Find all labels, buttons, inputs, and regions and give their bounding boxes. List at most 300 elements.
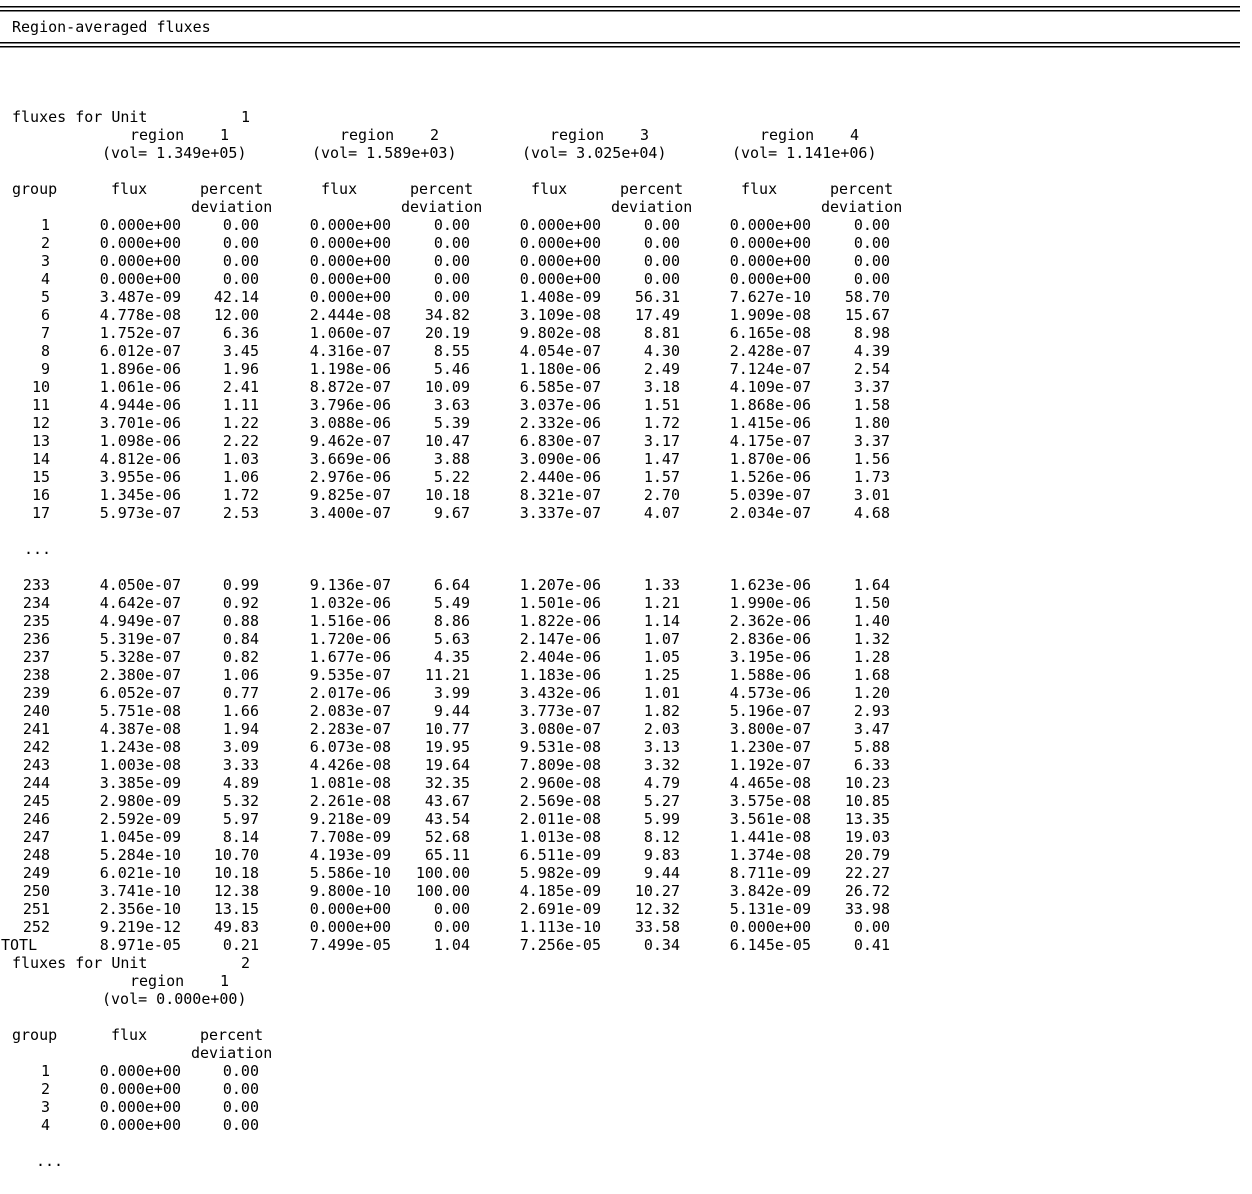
row-flux: 7.256e-05	[519, 936, 601, 954]
table-row	[0, 414, 1252, 432]
row-flux: 0.000e+00	[99, 252, 181, 270]
row-flux: 4.050e-07	[99, 576, 181, 594]
row-flux: 0.000e+00	[519, 216, 601, 234]
row-flux: 2.017e-06	[309, 684, 391, 702]
row-flux: 3.385e-09	[99, 774, 181, 792]
row-flux: 1.230e-07	[729, 738, 811, 756]
ellipsis: ...	[36, 1152, 64, 1170]
row-group: 236	[22, 630, 50, 648]
row-flux: 1.868e-06	[729, 396, 811, 414]
row-percent: 8.86	[433, 612, 470, 630]
row-flux: 8.872e-07	[309, 378, 391, 396]
row-group: 239	[22, 684, 50, 702]
header-group: group	[12, 180, 58, 198]
row-percent: 2.53	[222, 504, 259, 522]
row-percent: 0.00	[433, 900, 470, 918]
row-percent: 3.17	[643, 432, 680, 450]
table-row	[0, 756, 1252, 774]
header-flux: flux	[111, 180, 148, 198]
region-label: region	[340, 126, 395, 144]
row-percent: 12.00	[213, 306, 259, 324]
row-flux: 4.465e-08	[729, 774, 811, 792]
header-group: group	[12, 1026, 58, 1044]
row-percent: 11.21	[424, 666, 470, 684]
row-flux: 1.870e-06	[729, 450, 811, 468]
table-row	[0, 738, 1252, 756]
row-flux: 1.192e-07	[729, 756, 811, 774]
row-percent: 2.03	[643, 720, 680, 738]
header-flux: flux	[321, 180, 358, 198]
row-flux: 3.796e-06	[309, 396, 391, 414]
row-flux: 1.720e-06	[309, 630, 391, 648]
row-percent: 12.38	[213, 882, 259, 900]
row-flux: 1.516e-06	[309, 612, 391, 630]
row-percent: 4.79	[643, 774, 680, 792]
row-group: 246	[22, 810, 50, 828]
row-percent: 0.34	[643, 936, 680, 954]
table-row	[0, 504, 1252, 522]
row-flux: 3.195e-06	[729, 648, 811, 666]
unit-number: 2	[240, 954, 250, 972]
row-flux: 4.185e-09	[519, 882, 601, 900]
row-percent: 19.95	[424, 738, 470, 756]
row-group: 4	[40, 270, 50, 288]
row-flux: 0.000e+00	[309, 234, 391, 252]
header-flux: flux	[741, 180, 778, 198]
row-percent: 5.88	[853, 738, 890, 756]
row-flux: 6.052e-07	[99, 684, 181, 702]
row-percent: 4.39	[853, 342, 890, 360]
table-row	[0, 648, 1252, 666]
row-flux: 5.284e-10	[99, 846, 181, 864]
blank-line	[0, 1134, 1252, 1152]
row-percent: 0.82	[222, 648, 259, 666]
row-percent: 0.00	[853, 918, 890, 936]
row-flux: 2.980e-09	[99, 792, 181, 810]
row-flux: 4.426e-08	[309, 756, 391, 774]
column-header	[0, 1026, 1252, 1044]
row-percent: 33.58	[634, 918, 680, 936]
row-percent: 8.98	[853, 324, 890, 342]
unit-label: fluxes for Unit	[12, 108, 148, 126]
row-flux: 7.809e-08	[519, 756, 601, 774]
blank-line	[0, 522, 1252, 540]
table-row	[0, 1116, 1252, 1134]
row-percent: 0.77	[222, 684, 259, 702]
row-flux: 3.090e-06	[519, 450, 601, 468]
row-percent: 58.70	[844, 288, 890, 306]
row-group: 11	[31, 396, 50, 414]
row-flux: 8.321e-07	[519, 486, 601, 504]
row-flux: 3.487e-09	[99, 288, 181, 306]
region-volumes	[0, 990, 1252, 1008]
row-flux: 9.802e-08	[519, 324, 601, 342]
row-group: 1	[40, 216, 50, 234]
region-volume: (vol= 1.349e+05)	[102, 144, 247, 162]
row-percent: 5.32	[222, 792, 259, 810]
row-percent: 19.03	[844, 828, 890, 846]
row-group: 251	[22, 900, 50, 918]
row-flux: 1.822e-06	[519, 612, 601, 630]
row-percent: 3.45	[222, 342, 259, 360]
row-percent: 10.47	[424, 432, 470, 450]
row-flux: 9.218e-09	[309, 810, 391, 828]
row-flux: 1.243e-08	[99, 738, 181, 756]
row-flux: 3.088e-06	[309, 414, 391, 432]
row-group: 243	[22, 756, 50, 774]
row-percent: 13.35	[844, 810, 890, 828]
row-percent: 5.39	[433, 414, 470, 432]
row-flux: 5.039e-07	[729, 486, 811, 504]
row-percent: 1.51	[643, 396, 680, 414]
row-flux: 0.000e+00	[99, 216, 181, 234]
row-group: 2	[40, 234, 50, 252]
region-number: 4	[849, 126, 859, 144]
row-flux: 5.973e-07	[99, 504, 181, 522]
row-percent: 0.00	[433, 252, 470, 270]
region-volume: (vol= 0.000e+00)	[102, 990, 247, 1008]
row-flux: 0.000e+00	[729, 216, 811, 234]
table-row	[0, 270, 1252, 288]
row-percent: 34.82	[424, 306, 470, 324]
row-percent: 1.06	[222, 666, 259, 684]
row-group: TOTL	[1, 936, 38, 954]
row-flux: 1.345e-06	[99, 486, 181, 504]
row-percent: 0.00	[433, 216, 470, 234]
table-row	[0, 918, 1252, 936]
row-flux: 1.198e-06	[309, 360, 391, 378]
table-row	[0, 846, 1252, 864]
row-flux: 1.098e-06	[99, 432, 181, 450]
row-flux: 2.960e-08	[519, 774, 601, 792]
row-percent: 5.99	[643, 810, 680, 828]
row-percent: 0.41	[853, 936, 890, 954]
header-percent: percent	[200, 180, 264, 198]
row-percent: 6.36	[222, 324, 259, 342]
table-row	[0, 288, 1252, 306]
row-percent: 0.00	[222, 1098, 259, 1116]
row-percent: 56.31	[634, 288, 680, 306]
row-percent: 1.40	[853, 612, 890, 630]
row-flux: 1.013e-08	[519, 828, 601, 846]
row-flux: 7.499e-05	[309, 936, 391, 954]
row-percent: 0.00	[853, 270, 890, 288]
row-flux: 0.000e+00	[519, 234, 601, 252]
region-labels	[0, 972, 1252, 990]
row-percent: 8.81	[643, 324, 680, 342]
ellipsis-line	[0, 1152, 1252, 1170]
row-flux: 1.207e-06	[519, 576, 601, 594]
row-percent: 0.00	[222, 216, 259, 234]
row-percent: 3.37	[853, 378, 890, 396]
table-row	[0, 360, 1252, 378]
row-group: 10	[31, 378, 50, 396]
row-percent: 1.73	[853, 468, 890, 486]
table-row	[0, 936, 1252, 954]
region-number: 2	[429, 126, 439, 144]
row-percent: 10.27	[634, 882, 680, 900]
row-flux: 0.000e+00	[99, 234, 181, 252]
row-flux: 2.404e-06	[519, 648, 601, 666]
row-flux: 2.380e-07	[99, 666, 181, 684]
row-percent: 1.68	[853, 666, 890, 684]
row-flux: 7.124e-07	[729, 360, 811, 378]
row-percent: 1.66	[222, 702, 259, 720]
row-flux: 6.012e-07	[99, 342, 181, 360]
row-percent: 20.79	[844, 846, 890, 864]
row-flux: 2.428e-07	[729, 342, 811, 360]
row-flux: 2.440e-06	[519, 468, 601, 486]
blank-line	[0, 558, 1252, 576]
unit-heading	[0, 108, 1252, 126]
row-percent: 0.84	[222, 630, 259, 648]
row-percent: 1.94	[222, 720, 259, 738]
row-percent: 1.57	[643, 468, 680, 486]
row-percent: 5.27	[643, 792, 680, 810]
row-group: 3	[40, 1098, 50, 1116]
region-label: region	[550, 126, 605, 144]
column-header-2	[0, 198, 1252, 216]
row-flux: 4.193e-09	[309, 846, 391, 864]
header-deviation: deviation	[611, 198, 693, 216]
region-label: region	[130, 972, 185, 990]
row-flux: 6.165e-08	[729, 324, 811, 342]
row-flux: 4.949e-07	[99, 612, 181, 630]
table-row	[0, 594, 1252, 612]
row-flux: 0.000e+00	[309, 270, 391, 288]
table-row	[0, 576, 1252, 594]
row-flux: 4.642e-07	[99, 594, 181, 612]
header-deviation: deviation	[821, 198, 903, 216]
table-row	[0, 720, 1252, 738]
row-percent: 4.68	[853, 504, 890, 522]
row-percent: 0.00	[433, 288, 470, 306]
row-percent: 10.70	[213, 846, 259, 864]
row-percent: 1.28	[853, 648, 890, 666]
row-flux: 4.175e-07	[729, 432, 811, 450]
separator-bottom	[0, 36, 1240, 54]
row-percent: 5.97	[222, 810, 259, 828]
blank-line	[0, 72, 1252, 90]
row-flux: 1.113e-10	[519, 918, 601, 936]
row-flux: 8.711e-09	[729, 864, 811, 882]
row-flux: 5.328e-07	[99, 648, 181, 666]
table-row	[0, 252, 1252, 270]
row-percent: 0.00	[433, 918, 470, 936]
table-row	[0, 810, 1252, 828]
row-percent: 10.09	[424, 378, 470, 396]
row-percent: 5.49	[433, 594, 470, 612]
row-percent: 42.14	[213, 288, 259, 306]
row-percent: 1.05	[643, 648, 680, 666]
row-flux: 1.183e-06	[519, 666, 601, 684]
row-percent: 3.99	[433, 684, 470, 702]
row-flux: 1.060e-07	[309, 324, 391, 342]
row-flux: 0.000e+00	[99, 1080, 181, 1098]
row-flux: 0.000e+00	[729, 252, 811, 270]
row-flux: 1.081e-08	[309, 774, 391, 792]
row-percent: 10.23	[844, 774, 890, 792]
table-row	[0, 486, 1252, 504]
row-percent: 8.12	[643, 828, 680, 846]
table-row	[0, 1098, 1252, 1116]
row-group: 240	[22, 702, 50, 720]
row-flux: 3.669e-06	[309, 450, 391, 468]
row-flux: 4.812e-06	[99, 450, 181, 468]
row-percent: 0.00	[643, 270, 680, 288]
row-group: 235	[22, 612, 50, 630]
row-flux: 2.011e-08	[519, 810, 601, 828]
row-percent: 43.54	[424, 810, 470, 828]
table-row	[0, 432, 1252, 450]
row-flux: 3.800e-07	[729, 720, 811, 738]
row-group: 14	[31, 450, 50, 468]
table-row	[0, 684, 1252, 702]
row-flux: 6.021e-10	[99, 864, 181, 882]
row-group: 15	[31, 468, 50, 486]
row-flux: 3.842e-09	[729, 882, 811, 900]
row-flux: 2.691e-09	[519, 900, 601, 918]
row-percent: 1.21	[643, 594, 680, 612]
row-group: 2	[40, 1080, 50, 1098]
row-flux: 2.083e-07	[309, 702, 391, 720]
table-row	[0, 342, 1252, 360]
row-percent: 1.03	[222, 450, 259, 468]
row-percent: 2.54	[853, 360, 890, 378]
row-group: 17	[31, 504, 50, 522]
row-flux: 0.000e+00	[519, 270, 601, 288]
row-group: 238	[22, 666, 50, 684]
row-group: 242	[22, 738, 50, 756]
row-flux: 9.825e-07	[309, 486, 391, 504]
row-percent: 10.85	[844, 792, 890, 810]
column-header	[0, 180, 1252, 198]
region-number: 1	[219, 972, 229, 990]
row-percent: 43.67	[424, 792, 470, 810]
row-percent: 4.89	[222, 774, 259, 792]
row-percent: 5.46	[433, 360, 470, 378]
row-percent: 1.06	[222, 468, 259, 486]
row-group: 7	[40, 324, 50, 342]
row-flux: 1.032e-06	[309, 594, 391, 612]
row-flux: 3.701e-06	[99, 414, 181, 432]
row-percent: 0.92	[222, 594, 259, 612]
row-percent: 19.64	[424, 756, 470, 774]
row-flux: 8.971e-05	[99, 936, 181, 954]
row-percent: 20.19	[424, 324, 470, 342]
row-percent: 3.63	[433, 396, 470, 414]
row-group: 9	[40, 360, 50, 378]
separator-top	[0, 0, 1240, 18]
row-flux: 6.145e-05	[729, 936, 811, 954]
row-flux: 9.219e-12	[99, 918, 181, 936]
region-labels	[0, 126, 1252, 144]
row-percent: 17.49	[634, 306, 680, 324]
row-percent: 1.80	[853, 414, 890, 432]
row-flux: 9.531e-08	[519, 738, 601, 756]
row-flux: 0.000e+00	[99, 270, 181, 288]
row-percent: 4.30	[643, 342, 680, 360]
row-percent: 10.18	[424, 486, 470, 504]
blank-line	[0, 54, 1252, 72]
row-percent: 1.01	[643, 684, 680, 702]
unit-number: 1	[240, 108, 250, 126]
table-row	[0, 1062, 1252, 1080]
row-percent: 15.67	[844, 306, 890, 324]
table-row	[0, 324, 1252, 342]
row-percent: 2.22	[222, 432, 259, 450]
row-percent: 6.64	[433, 576, 470, 594]
row-percent: 0.00	[433, 234, 470, 252]
row-percent: 2.41	[222, 378, 259, 396]
row-flux: 3.109e-08	[519, 306, 601, 324]
row-percent: 2.93	[853, 702, 890, 720]
row-percent: 100.00	[415, 864, 470, 882]
row-flux: 0.000e+00	[729, 270, 811, 288]
row-percent: 1.96	[222, 360, 259, 378]
row-group: 244	[22, 774, 50, 792]
header-deviation: deviation	[401, 198, 483, 216]
row-flux: 3.337e-07	[519, 504, 601, 522]
row-percent: 6.33	[853, 756, 890, 774]
row-flux: 4.054e-07	[519, 342, 601, 360]
row-percent: 1.04	[433, 936, 470, 954]
row-percent: 1.56	[853, 450, 890, 468]
row-percent: 1.33	[643, 576, 680, 594]
row-flux: 2.976e-06	[309, 468, 391, 486]
region-number: 3	[639, 126, 649, 144]
table-row	[0, 864, 1252, 882]
row-flux: 3.741e-10	[99, 882, 181, 900]
table-row	[0, 774, 1252, 792]
row-flux: 4.778e-08	[99, 306, 181, 324]
table-row	[0, 612, 1252, 630]
row-percent: 1.50	[853, 594, 890, 612]
table-row	[0, 900, 1252, 918]
row-percent: 9.44	[643, 864, 680, 882]
row-percent: 1.58	[853, 396, 890, 414]
row-flux: 1.415e-06	[729, 414, 811, 432]
row-percent: 0.00	[643, 234, 680, 252]
row-group: 4	[40, 1116, 50, 1134]
row-percent: 12.32	[634, 900, 680, 918]
row-flux: 0.000e+00	[309, 216, 391, 234]
table-row	[0, 792, 1252, 810]
table-row	[0, 666, 1252, 684]
region-volume: (vol= 3.025e+04)	[522, 144, 667, 162]
row-percent: 3.37	[853, 432, 890, 450]
table-row	[0, 234, 1252, 252]
blank-line	[0, 90, 1252, 108]
row-percent: 8.14	[222, 828, 259, 846]
header-deviation: deviation	[191, 198, 273, 216]
row-group: 6	[40, 306, 50, 324]
row-percent: 3.01	[853, 486, 890, 504]
blank-line	[0, 162, 1252, 180]
row-flux: 1.180e-06	[519, 360, 601, 378]
row-percent: 0.00	[222, 1116, 259, 1134]
row-group: 237	[22, 648, 50, 666]
row-percent: 4.35	[433, 648, 470, 666]
row-group: 16	[31, 486, 50, 504]
row-percent: 4.07	[643, 504, 680, 522]
report-title	[0, 18, 1252, 36]
row-percent: 0.00	[643, 252, 680, 270]
row-percent: 52.68	[424, 828, 470, 846]
row-flux: 6.511e-09	[519, 846, 601, 864]
row-percent: 0.99	[222, 576, 259, 594]
row-percent: 0.21	[222, 936, 259, 954]
